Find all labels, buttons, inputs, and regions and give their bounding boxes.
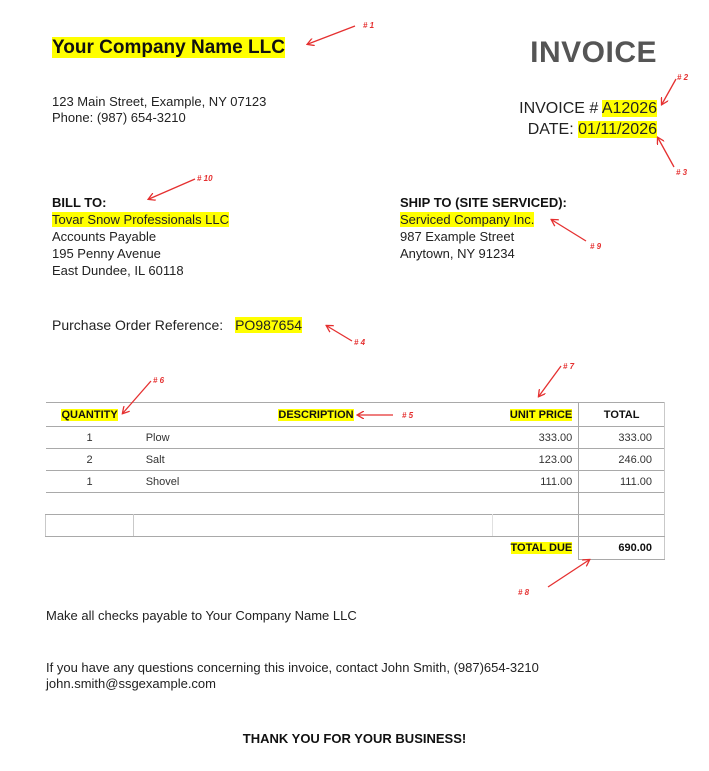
thank-you-message: THANK YOU FOR YOUR BUSINESS! xyxy=(242,731,467,746)
header-unit-price: UNIT PRICE xyxy=(492,403,578,427)
cell-description: Shovel xyxy=(134,471,493,493)
po-value: PO987654 xyxy=(235,317,303,333)
cell-unit-price: 111.00 xyxy=(492,471,578,493)
annotation-label-2: # 2 xyxy=(677,73,689,82)
cell-description xyxy=(134,493,493,515)
table-row xyxy=(46,493,665,515)
invoice-date-label: DATE: xyxy=(527,121,574,138)
annotation-label-4: # 4 xyxy=(354,338,366,347)
bill-to-name: Tovar Snow Professionals LLC xyxy=(52,212,230,227)
arrow-icon-7 xyxy=(539,366,561,396)
cell-quantity xyxy=(46,493,134,515)
cell-total xyxy=(579,493,665,515)
ship-to-block xyxy=(400,194,567,262)
cell-unit-price xyxy=(492,493,578,515)
annotation-label-8: # 8 xyxy=(518,588,530,597)
table-row xyxy=(46,427,665,449)
arrow-icon-3 xyxy=(658,138,674,167)
header-description: DESCRIPTION xyxy=(134,403,493,427)
cell-description: Salt xyxy=(134,449,493,471)
header-quantity: QUANTITY xyxy=(46,403,134,427)
invoice-date-line xyxy=(519,119,657,140)
questions-text: If you have any questions concerning this invoice, contact John Smith, (987)654-3210 xyxy=(46,660,539,675)
questions-note xyxy=(46,660,539,692)
table-row xyxy=(46,515,665,537)
cell-quantity: 1 xyxy=(46,427,134,449)
invoice-date: 01/11/2026 xyxy=(578,121,657,138)
invoice-number-label: INVOICE # xyxy=(519,100,599,117)
table-row xyxy=(46,449,665,471)
cell-description xyxy=(134,515,493,537)
cell-unit-price xyxy=(492,515,578,537)
ship-to-line: Anytown, NY 91234 xyxy=(400,246,515,261)
arrow-icon-1 xyxy=(308,26,355,44)
annotation-label-7: # 7 xyxy=(563,362,575,371)
annotation-label-3: # 3 xyxy=(676,168,688,177)
header-total: TOTAL xyxy=(579,403,665,427)
cell-unit-price: 333.00 xyxy=(492,427,578,449)
arrow-icon-2 xyxy=(662,79,676,104)
po-label: Purchase Order Reference: xyxy=(52,317,224,333)
table-header-row xyxy=(46,403,665,427)
company-phone: Phone: (987) 654-3210 xyxy=(52,110,186,125)
bill-to-block xyxy=(52,194,229,279)
table-row xyxy=(46,471,665,493)
ship-to-name: Serviced Company Inc. xyxy=(400,212,535,227)
invoice-number-line xyxy=(519,98,657,119)
cell-total xyxy=(579,515,665,537)
total-due-label: TOTAL DUE xyxy=(492,537,578,560)
company-street: 123 Main Street, Example, NY 07123 xyxy=(52,94,267,109)
invoice-title: INVOICE xyxy=(530,36,657,69)
arrow-icon-4 xyxy=(327,326,352,341)
purchase-order-reference xyxy=(52,317,302,333)
annotation-label-5: # 5 xyxy=(402,411,414,420)
cell-total: 246.00 xyxy=(579,449,665,471)
invoice-number: A12026 xyxy=(601,100,657,117)
contact-email: john.smith@ssgexample.com xyxy=(46,676,216,691)
cell-quantity: 1 xyxy=(46,471,134,493)
cell-description: Plow xyxy=(134,427,493,449)
bill-to-line: 195 Penny Avenue xyxy=(52,246,161,261)
cell-quantity xyxy=(46,515,134,537)
total-due-value: 690.00 xyxy=(579,537,665,560)
annotation-label-6: # 6 xyxy=(153,376,165,385)
cell-total: 111.00 xyxy=(579,471,665,493)
cell-unit-price: 123.00 xyxy=(492,449,578,471)
cell-total: 333.00 xyxy=(579,427,665,449)
company-address xyxy=(52,94,266,126)
bill-to-line: East Dundee, IL 60118 xyxy=(52,263,184,278)
ship-to-line: 987 Example Street xyxy=(400,229,515,244)
annotation-label-10: # 10 xyxy=(197,174,213,183)
company-name: Your Company Name LLC xyxy=(52,37,285,58)
total-due-row xyxy=(46,537,665,560)
arrow-icon-8 xyxy=(548,560,589,587)
annotation-label-1: # 1 xyxy=(363,21,375,30)
bill-to-heading: BILL TO: xyxy=(52,195,107,210)
checks-payable-note: Make all checks payable to Your Company Name LLC xyxy=(46,608,357,623)
invoice-meta xyxy=(519,98,657,140)
annotation-label-9: # 9 xyxy=(590,242,602,251)
ship-to-heading: SHIP TO (SITE SERVICED): xyxy=(400,195,567,210)
line-items-table xyxy=(45,402,665,560)
bill-to-line: Accounts Payable xyxy=(52,229,157,244)
cell-quantity: 2 xyxy=(46,449,134,471)
